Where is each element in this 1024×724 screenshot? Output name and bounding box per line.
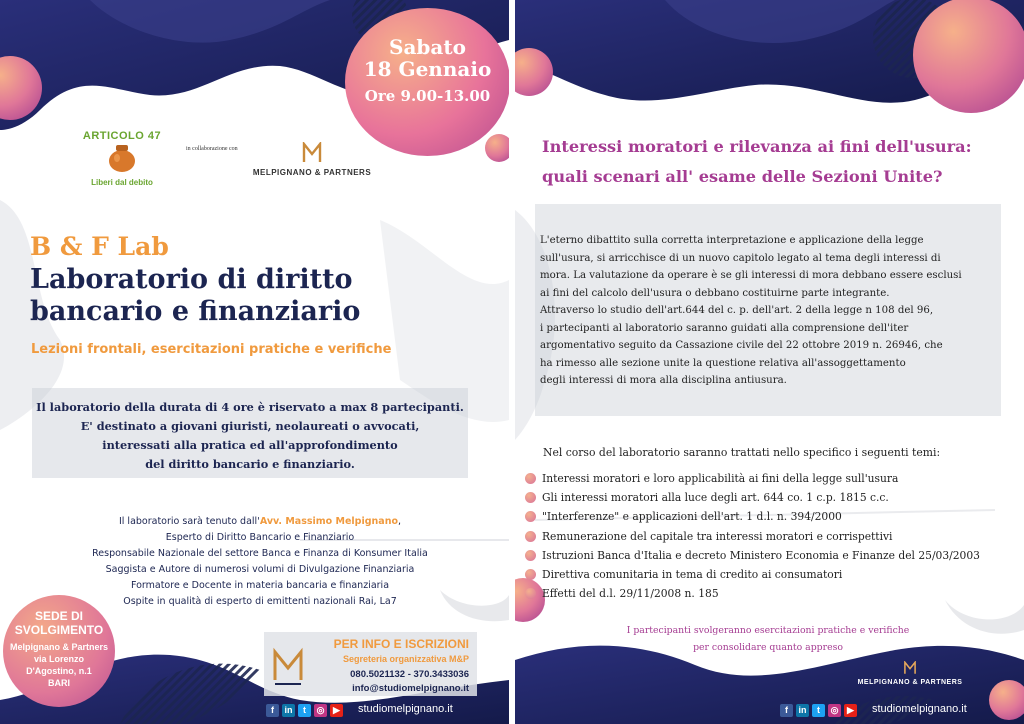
speaker-name: Avv. Massimo Melpignano — [259, 516, 398, 527]
topics-list — [525, 469, 980, 603]
contact-title: PER INFO E ISCRIZIONI — [333, 637, 469, 651]
bullet-icon — [525, 531, 536, 542]
page-subtitle: Lezioni frontali, esercitazioni pratiche e verifiche — [31, 342, 392, 357]
melpignano-partners-logo-text: MELPIGNANO & PARTNERS — [252, 168, 372, 177]
mp-monogram-icon — [272, 646, 304, 686]
facebook-icon[interactable]: f — [266, 704, 279, 717]
articolo47-logo-subtitle: Liberi dal debito — [91, 178, 153, 187]
mp-monogram-icon — [302, 142, 322, 164]
page-title-line: Laboratorio di diritto — [30, 264, 353, 295]
description-line: mora. La valutazione da operare è se gli interessi di mora debbano essere esclusi — [540, 270, 962, 281]
description-line: i partecipanti al laboratorio saranno guidati alla comprensione dell'iter — [540, 322, 909, 334]
instagram-icon[interactable]: ◎ — [314, 704, 327, 717]
intro-box — [32, 388, 468, 478]
list-item: Gli interessi moratori alla luce degli art. 644 co. 1 c.p. 1815 c.c. — [525, 488, 980, 507]
description-line: ai fini del calcolo dell'usura o debbano costituirne parte integrante. — [540, 287, 890, 299]
linkedin-icon[interactable]: in — [282, 704, 295, 717]
venue-title: SEDE DI — [34, 609, 83, 623]
topics-intro: Nel corso del laboratorio saranno trattati nello specifico i seguenti temi: — [543, 446, 941, 459]
youtube-icon[interactable]: ▶ — [844, 704, 857, 717]
speaker-bio-line: Esperto di Diritto Bancario e Finanziario — [165, 532, 355, 543]
twitter-icon[interactable]: t — [812, 704, 825, 717]
flyer-back-page — [515, 0, 1024, 724]
venue-address: via Lorenzo — [33, 654, 84, 664]
facebook-icon[interactable]: f — [780, 704, 793, 717]
website-link[interactable]: studiomelpignano.it — [872, 703, 967, 715]
bullet-icon — [525, 492, 536, 503]
list-item: Direttiva comunitaria in tema di credito ai consumatori — [525, 565, 980, 584]
page-title — [30, 264, 360, 329]
closing-note — [535, 622, 1001, 656]
event-day: Sabato — [389, 35, 466, 59]
venue-title: SVOLGIMENTO — [14, 623, 104, 637]
intro-line: E' destinato a giovani giuristi, neolaureati o avvocati, — [80, 419, 420, 433]
description-line: sull'usura, si arricchisce di un nuovo capitolo legato al tema degli interessi di — [540, 252, 941, 264]
lab-tag: B & F Lab — [30, 232, 169, 261]
venue-address: D'Agostino, n.1 — [26, 666, 92, 676]
youtube-icon[interactable]: ▶ — [330, 704, 343, 717]
list-item: Interessi moratori e loro applicabilità ai fini della legge sull'usura — [525, 469, 980, 488]
closing-note-line: I partecipanti svolgeranno esercitazioni pratiche e verifiche — [626, 625, 910, 636]
articolo47-logo-title: ARTICOLO 47 — [82, 130, 162, 142]
description-line: L'eterno dibattito sulla corretta interpretazione e applicazione della legge — [540, 235, 924, 246]
event-date-badge — [345, 8, 509, 156]
bullet-icon — [525, 588, 536, 599]
piggy-jar-icon — [104, 142, 140, 174]
speaker-bio-line: Formatore e Docente in materia bancaria e finanziaria — [130, 580, 390, 591]
melpignano-partners-logo — [845, 660, 975, 686]
mp-monogram-icon — [903, 661, 917, 675]
social-links — [780, 704, 857, 717]
speaker-bio — [60, 514, 460, 610]
instagram-icon[interactable]: ◎ — [828, 704, 841, 717]
contact-box — [264, 632, 477, 696]
website-link[interactable]: studiomelpignano.it — [358, 703, 453, 715]
page-title-line: Interessi moratori e rilevanza ai fini dell'usura: — [542, 137, 972, 156]
speaker-bio-line: Ospite in qualità di esperto di emittenti nazionali Rai, La7 — [123, 596, 397, 607]
contact-subtitle: Segreteria organizzativa M&P — [342, 654, 469, 664]
contact-email[interactable]: info@studiomelpignano.it — [352, 683, 469, 694]
description-text — [540, 232, 1004, 390]
intro-line: del diritto bancario e finanziario. — [145, 457, 355, 471]
collaboration-label: in collaborazione con — [186, 146, 238, 152]
page-title — [542, 132, 972, 192]
list-item: "Interferenze" e applicazioni dell'art. 1 d.l. n. 394/2000 — [525, 507, 980, 526]
list-item: Istruzioni Banca d'Italia e decreto Ministero Economia e Finanze del 25/03/2003 — [525, 546, 980, 565]
description-line: argomentativo seguito da Cassazione civile del 22 ottobre 2019 n. 26946, che — [540, 340, 943, 351]
event-hours: Ore 9.00-13.00 — [364, 87, 491, 105]
twitter-icon[interactable]: t — [298, 704, 311, 717]
melpignano-partners-logo-text: MELPIGNANO & PARTNERS — [857, 679, 963, 686]
intro-line: Il laboratorio della durata di 4 ore è riservato a max 8 partecipanti. — [36, 400, 464, 414]
contact-phone[interactable]: 080.5021132 - 370.3433036 — [350, 669, 469, 680]
speaker-bio-line: Responsabile Nazionale del settore Banca e Finanza di Konsumer Italia — [92, 548, 428, 559]
closing-note-line: per consolidare quanto appreso — [693, 642, 843, 653]
venue-address: Melpignano & Partners — [9, 642, 108, 652]
articolo47-logo — [78, 130, 166, 190]
description-line: Attraverso lo studio dell'art.644 del c. p. dell'art. 2 della legge n 108 del 96, — [540, 305, 934, 316]
event-date: 18 Gennaio — [363, 57, 492, 81]
page-title-line: bancario e finanziario — [30, 296, 361, 328]
speaker-bio-lead: Il laboratorio sarà tenuto dall'Avv. Massimo Melpignano, — [118, 516, 402, 527]
list-item: Remunerazione del capitale tra interessi moratori e corrispettivi — [525, 527, 980, 546]
flyer-front-page — [0, 0, 509, 724]
melpignano-partners-logo — [252, 142, 372, 177]
bullet-icon — [525, 569, 536, 580]
bullet-icon — [525, 473, 536, 484]
linkedin-icon[interactable]: in — [796, 704, 809, 717]
description-line: degli interessi di mora alla disciplina antiusura. — [540, 375, 787, 386]
speaker-bio-line: Saggista e Autore di numerosi volumi di Divulgazione Finanziaria — [105, 564, 415, 575]
list-item: Effetti del d.l. 29/11/2008 n. 185 — [525, 584, 980, 603]
description-line: ha rimesso alle sezione unite la questione relativa all'assoggettamento — [540, 357, 906, 369]
social-links — [266, 704, 343, 717]
venue-badge — [3, 595, 115, 707]
bullet-icon — [525, 550, 536, 561]
venue-address: BARI — [48, 678, 70, 688]
intro-line: interessati alla pratica ed all'approfondimento — [102, 438, 398, 452]
page-title-line: quali scenari all' esame delle Sezioni Unite? — [542, 167, 943, 186]
bullet-icon — [525, 511, 536, 522]
